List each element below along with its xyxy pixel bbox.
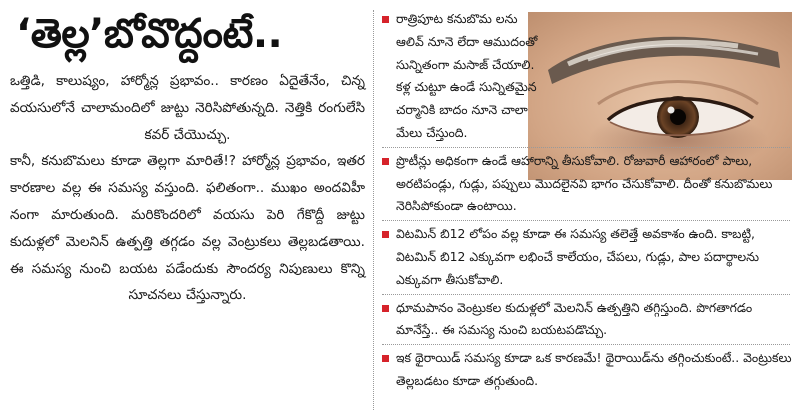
red-square-bullet-icon	[382, 231, 389, 238]
tip-text: ధూమపానం వెంట్రుకల కుదుళ్లలో మెలనిన్ ఉత్పత్తిని తగ్గిస్తుంది. పొగతాగడం మానేస్తే.. ఈ సమస్య నుంచి బయటపడొచ్చు.	[396, 299, 753, 338]
tip-item	[382, 223, 794, 291]
red-square-bullet-icon	[382, 158, 389, 165]
red-square-bullet-icon	[382, 355, 389, 362]
red-square-bullet-icon	[382, 305, 389, 312]
tip-item	[382, 297, 794, 343]
tip-item	[382, 150, 794, 218]
intro-paragraph: ఒత్తిడి, కాలుష్యం, హార్మోన్ల ప్రభావం.. కారణం ఏదైతేనేం, చిన్న వయసులోనే చాలామందిలో జుట్టు నెరిసిపోతున్నది. నెత్తికి రంగులేసి కవర్ చేయొచ్చు.	[10, 73, 365, 143]
tip-separator	[382, 344, 790, 345]
tip-separator	[382, 147, 790, 148]
tip-text: రాత్రిపూట కనుబొమ లను ఆలివ్ నూనె లేదా ఆముదంతో సున్నితంగా మసాజ్ చేయాలి. కళ్ల చుట్టూ ఉండే సున్నితమైన చర్మానికి బాదం నూనె చాలా మేలు చేస్తుంది.	[396, 11, 538, 140]
column-divider	[373, 10, 375, 410]
tip-text: ఇక థైరాయిడ్ సమస్య కూడా ఒక కారణమే! థైరాయిడ్‌ను తగ్గించుకుంటే.. వెంట్రుకలు తెల్లబడటం కూడా తగ్గుతుంది.	[396, 350, 792, 388]
tip-item	[382, 347, 794, 393]
tip-item	[382, 8, 541, 145]
tip-text: ప్రొటీన్లు అధికంగా ఉండే ఆహారాన్ని తీసుకోవాలి. రోజువారీ ఆహారంలో పాలు, అరటిపండ్లు, గుడ్లు, పప్పులు మొదలైనవి భాగం చేసుకోవాలి. దీంతో కనుబొమలు నెరిసిపోకుండా ఉంటాయి.	[396, 152, 773, 214]
body-paragraph: కానీ, కనుబొమలు కూడా తెల్లగా మారితే!? హార్మోన్ల ప్రభావం, ఇతర కారణాల వల్ల ఈ సమస్య వస్తుంది. ఫలితంగా.. ముఖం అందవిహీ నంగా మారుతుంది. మరికొందరిలో వయసు పెరి గేకొద్దీ జుట్టు కుదుళ్లలో మెలనిన్ ఉత్పత్తి తగ్గడం వల్ల వెంట్రుకలు తెల్లబడతాయి. ఈ సమస్య నుంచి బయట పడేందుకు సౌందర్య నిపుణులు కొన్ని సూచనలు చేస్తున్నారు.	[10, 153, 365, 304]
red-square-bullet-icon	[382, 16, 389, 23]
tip-text: విటమిన్ బి12 లోపం వల్ల కూడా ఈ సమస్య తలెత్తే అవకాశం ఉంది. కాబట్టి, విటమిన్ బి12 ఎక్కువగా లభించే కాలేయం, చేపలు, గుడ్లు, పాల పదార్థాలను ఎక్కువగా తీసుకోవాలి.	[396, 226, 760, 287]
headline: ‘తెల్ల’బోవొద్దంటే..	[16, 11, 283, 57]
tip-separator	[382, 294, 790, 295]
right-column	[382, 8, 794, 413]
left-column	[10, 6, 365, 411]
tip-separator	[382, 220, 790, 221]
